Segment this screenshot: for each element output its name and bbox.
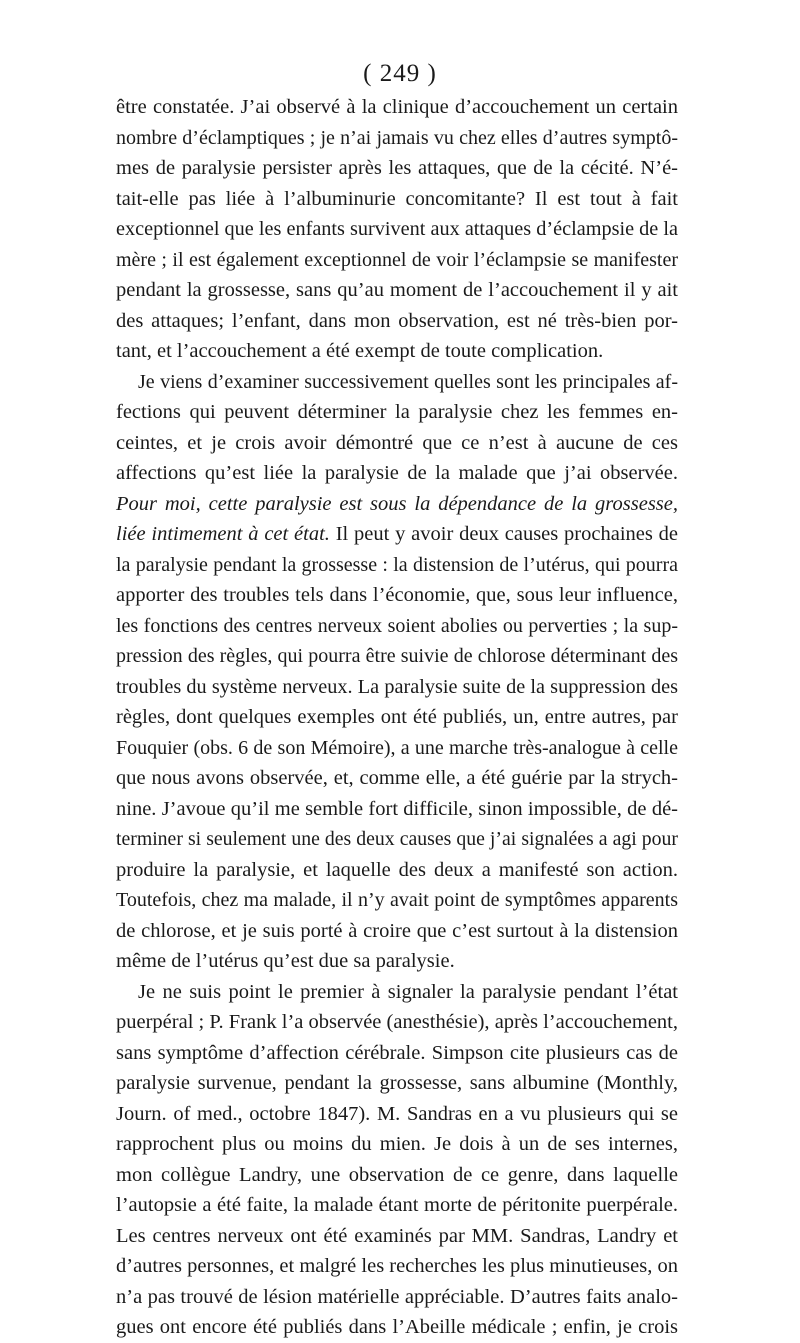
text-segment: exceptionnel que les enfants survivent aux attaques d’éclampsie de la [116, 218, 678, 240]
text-line [116, 1068, 678, 1099]
text-segment: gues ont encore été publiés dans l’Abeille médicale ; enfin, je crois [116, 1316, 678, 1338]
text-segment: troubles du système nerveux. La paralysie suite de la suppression des [116, 675, 678, 698]
body-text [116, 92, 678, 1343]
text-line [116, 1160, 678, 1191]
text-segment: rapprochent plus ou moins du mien. Je dois à un de ses internes, [116, 1133, 678, 1155]
text-line [116, 1190, 678, 1221]
text-line [116, 733, 678, 764]
text-line [116, 184, 678, 215]
text-line [116, 367, 678, 398]
page-number: ( 249 ) [363, 60, 437, 87]
text-line [116, 702, 678, 733]
text-line [116, 885, 678, 916]
text-line [116, 794, 678, 825]
text-segment: mon collègue Landry, une observation de ce genre, dans laquelle [116, 1163, 678, 1186]
text-line [116, 1282, 678, 1313]
text-line [116, 1251, 678, 1282]
text-line [116, 550, 678, 581]
text-segment: les fonctions des centres nerveux soient abolies ou perverties ; la sup- [116, 614, 678, 637]
text-segment: Je ne suis point le premier à signaler la paralysie pendant l’état [138, 980, 678, 1003]
text-segment: mes de paralysie persister après les attaques, que de la cécité. N’é- [116, 157, 678, 179]
text-line [116, 458, 678, 489]
italic-text-segment: Pour moi, cette paralysie est sous la dépendance de la grossesse, [116, 492, 678, 515]
text-segment: d’autres personnes, et malgré les recherches les plus minutieuses, on [116, 1255, 678, 1277]
text-segment: Journ. of med., octobre 1847). M. Sandras en a vu plusieurs qui se [116, 1102, 678, 1125]
text-segment: Les centres nerveux ont été examinés par MM. Sandras, Landry et [116, 1224, 678, 1247]
text-segment: Il peut y avoir deux causes prochaines de [329, 523, 679, 545]
text-segment: n’a pas trouvé de lésion matérielle appréciable. D’autres faits analo- [116, 1285, 678, 1308]
text-line [116, 1312, 678, 1343]
italic-text-segment: liée intimement à cet état. [116, 523, 330, 545]
text-segment: terminer si seulement une des deux causes que j’ai signalées a agi pour [116, 828, 678, 850]
text-line [116, 92, 678, 123]
text-line [116, 1129, 678, 1160]
text-segment: ceintes, et je crois avoir démontré que ce n’est à aucune de ces [116, 431, 678, 454]
text-segment: nine. J’avoue qu’il me semble fort difficile, sinon impossible, de dé- [116, 797, 678, 820]
text-segment: nombre d’éclamptiques ; je n’ai jamais vu chez elles d’autres symptô- [116, 126, 678, 149]
text-segment: apporter des troubles tels dans l’économie, que, sous leur influence, [116, 584, 678, 606]
text-line [116, 763, 678, 794]
text-segment: pression des règles, qui pourra être suivie de chlorose déterminant des [116, 645, 678, 667]
text-segment: puerpéral ; P. Frank l’a observée (anesthésie), après l’accouchement, [116, 1011, 678, 1033]
text-line [116, 336, 678, 367]
text-line [116, 855, 678, 886]
text-line [116, 824, 678, 855]
text-segment: produire la paralysie, et laquelle des deux a manifesté son action. [116, 858, 678, 881]
text-segment: pendant la grossesse, sans qu’au moment de l’accouchement il y ait [116, 279, 678, 301]
text-segment: fections qui peuvent déterminer la paralysie chez les femmes en- [116, 401, 678, 423]
text-line [116, 641, 678, 672]
text-line [116, 519, 678, 550]
text-segment: paralysie survenue, pendant la grossesse, sans albumine (Monthly, [116, 1072, 678, 1094]
text-line [116, 428, 678, 459]
text-segment: que nous avons observée, et, comme elle, a été guérie par la strych- [116, 767, 678, 789]
text-line [116, 580, 678, 611]
text-segment: Je viens d’examiner successivement quelles sont les principales af- [138, 370, 678, 393]
text-line [116, 123, 678, 154]
text-segment: Fouquier (obs. 6 de son Mémoire), a une marche très-analogue à celle [116, 736, 678, 759]
text-line [116, 1007, 678, 1038]
text-segment: la paralysie pendant la grossesse : la distension de l’utérus, qui pourra [116, 553, 678, 576]
text-segment: tait-elle pas liée à l’albuminurie concomitante? Il est tout à fait [116, 187, 678, 210]
text-line [116, 306, 678, 337]
text-line [116, 1038, 678, 1069]
text-line [116, 611, 678, 642]
text-line [116, 916, 678, 947]
text-line [116, 1099, 678, 1130]
text-segment: règles, dont quelques exemples ont été publiés, un, entre autres, par [116, 706, 678, 728]
text-segment: être constatée. J’ai observé à la clinique d’accouchement un certain [116, 96, 678, 118]
text-segment: même de l’utérus qu’est due sa paralysie. [116, 950, 455, 972]
text-line [116, 397, 678, 428]
text-line [116, 275, 678, 306]
text-segment: sans symptôme d’affection cérébrale. Simpson cite plusieurs cas de [116, 1041, 678, 1064]
text-segment: mère ; il est également exceptionnel de voir l’éclampsie se manifester [116, 248, 678, 271]
text-line [116, 946, 678, 977]
text-line [116, 153, 678, 184]
text-segment: Toutefois, chez ma malade, il n’y avait point de symptômes apparents [116, 889, 678, 911]
text-segment: des attaques; l’enfant, dans mon observation, est né très-bien por- [116, 309, 678, 332]
text-line [116, 672, 678, 703]
text-line [116, 977, 678, 1008]
text-line [116, 1221, 678, 1252]
text-line [116, 214, 678, 245]
text-line [116, 245, 678, 276]
text-line [116, 489, 678, 520]
text-segment: l’autopsie a été faite, la malade étant morte de péritonite puerpérale. [116, 1194, 678, 1216]
text-segment: de chlorose, et je suis porté à croire que c’est surtout à la distension [116, 919, 678, 942]
text-segment: tant, et l’accouchement a été exempt de toute complication. [116, 340, 604, 362]
text-segment: affections qu’est liée la paralysie de la malade que j’ai observée. [116, 462, 678, 484]
